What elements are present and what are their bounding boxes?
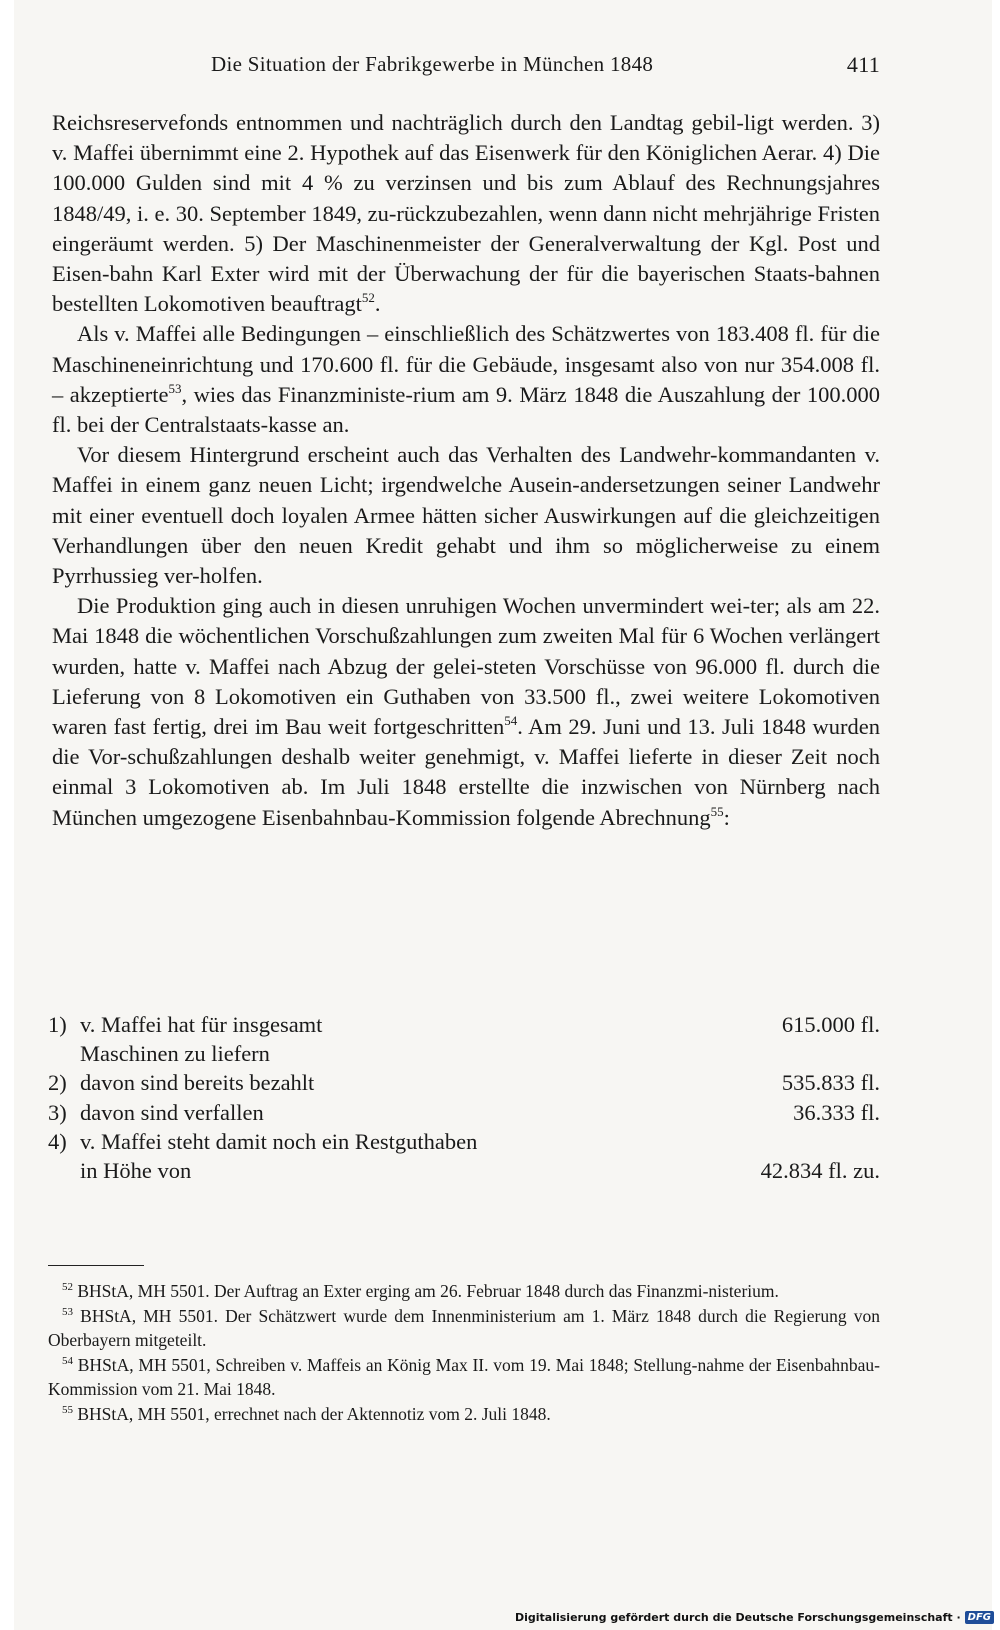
- ledger-item-amount: 36.333 fl.: [793, 1100, 880, 1125]
- ledger-item-description: v. Maffei hat für insgesamt: [80, 1012, 323, 1037]
- paragraph-text: Die Produktion ging auch in diesen unruhigen Wochen unvermindert wei-ter; als am 22. Mai 1848 die wöchentlichen Vorschußzahlungen zum zweiten Mal für 6 Wochen verlängert wurden, hatte v. Maffei nach Abzug der gelei-steten Vorschüsse von 96.000 fl. durch die Lieferung von 8 Lokomotiven ein Guthaben von 33.500 fl., zwei weitere Lokomotiven waren fast fertig, drei im Bau weit fortgeschritten: [52, 593, 880, 740]
- ledger-row: [48, 1070, 880, 1100]
- footnote-mark: 52: [62, 1281, 73, 1293]
- ledger-item-amount: 615.000 fl.: [781, 1012, 880, 1037]
- paragraph-text: Als v. Maffei alle Bedingungen – einschließlich des Schätzwertes von 183.408 fl. für die Maschineneinrichtung und 170.600 fl. für die Gebäude, insgesamt also von nur 354.008 fl. – akzeptierte: [52, 321, 880, 407]
- footnote: [48, 1279, 880, 1304]
- paragraph-text: Reichsreservefonds entnommen und nachträglich durch den Landtag gebil-ligt werden. 3) v. Maffei übernimmt eine 2. Hypothek auf das Eisenwerk für den Königlichen Aerar. 4) Die 100.000 Gulden sind mit 4 % zu verzinsen und bis zum Ablauf des Rechnungsjahres 1848/49, i. e. 30. September 1849, zu-rückzubezahlen, wenn dann nicht mehrjährige Fristen eingeräumt werden. 5) Der Maschinenmeister der Generalverwaltung der Kgl. Post und Eisen-bahn Karl Exter wird mit der Überwachung der für die bayerischen Staats-bahnen bestellten Lokomotiven beauftragt: [52, 110, 880, 317]
- paragraph: [52, 440, 880, 591]
- footnotes: [48, 1279, 880, 1427]
- body-text: [52, 108, 880, 833]
- ledger-row: [48, 1012, 880, 1042]
- page-number: 411: [846, 52, 880, 77]
- ledger-row: [48, 1129, 880, 1159]
- ledger-item-number: 2): [48, 1070, 67, 1095]
- footnote: [48, 1304, 880, 1353]
- ledger-item-number: 3): [48, 1100, 67, 1125]
- paragraph: [52, 591, 880, 833]
- ledger-row: [48, 1100, 880, 1130]
- ledger-item-number: 1): [48, 1012, 67, 1037]
- funding-notice: [515, 1609, 994, 1626]
- footnote: [48, 1353, 880, 1402]
- ledger-item-amount: 535.833 fl.: [781, 1070, 880, 1095]
- running-head: [48, 52, 880, 84]
- ledger-item-number: 4): [48, 1129, 67, 1154]
- paragraph-text: :: [723, 804, 730, 830]
- ledger-item-description: in Höhe von: [80, 1158, 192, 1183]
- footnote-ref: 53: [168, 380, 182, 396]
- ledger-item-description: davon sind verfallen: [80, 1100, 264, 1125]
- footnote-mark: 54: [62, 1354, 73, 1367]
- running-head-title: Die Situation der Fabrikgewerbe in München 1848: [211, 52, 654, 76]
- footnote-mark: 53: [62, 1305, 73, 1318]
- footnote-text: BHStA, MH 5501, errechnet nach der Aktennotiz vom 2. Juli 1848.: [73, 1403, 551, 1424]
- footnote-ref: 54: [504, 713, 518, 729]
- paragraph-text: . Am 29. Juni und 13. Juli 1848 wurden die Vor-schußzahlungen deshalb weiter genehmigt, v. Maffei lieferte in dieser Zeit noch einmal 3 Lokomotiven ab. Im Juli 1848 erstellte die inzwischen von Nürnberg nach München umgezogene Eisenbahnbau-Kommission folgende Abrechnung: [52, 714, 880, 830]
- ledger-item-amount: 42.834 fl. zu.: [760, 1158, 880, 1183]
- footnote-separator: [48, 1265, 144, 1266]
- paragraph-text: .: [374, 291, 381, 317]
- footnote-ref: 55: [710, 803, 724, 819]
- ledger-item-description: davon sind bereits bezahlt: [80, 1070, 315, 1095]
- ledger-item-description: v. Maffei steht damit noch ein Restguthaben: [80, 1129, 478, 1154]
- funding-note-text: Digitalisierung gefördert durch die Deutsche Forschungsgemeinschaft ·: [514, 1611, 961, 1624]
- ledger-row: [48, 1041, 880, 1071]
- paragraph-text: Vor diesem Hintergrund erscheint auch das Verhalten des Landwehr-kommandanten v. Maffei in einem ganz neuen Licht; irgendwelche Ausein-andersetzungen seiner Landwehr mit einer eventuell doch loyalen Armee hätten sicher Auswirkungen auf die gleichzeitigen Verhandlungen über den neuen Kredit gehabt und ihm so möglicherweise zu einem Pyrrhussieg ver-holfen.: [52, 442, 880, 589]
- footnote: [48, 1402, 880, 1427]
- paragraph-text: , wies das Finanzministe-rium am 9. März 1848 die Auszahlung der 100.000 fl. bei der Centralstaats-kasse an.: [52, 381, 881, 438]
- paragraph: [52, 319, 880, 440]
- footnote-ref: 52: [361, 290, 375, 306]
- ledger-row: [48, 1158, 880, 1188]
- ledger-item-description: Maschinen zu liefern: [80, 1041, 270, 1066]
- dfg-logo: DFG: [965, 1611, 994, 1624]
- footnote-text: BHStA, MH 5501. Der Auftrag an Exter erging am 26. Februar 1848 durch das Finanzmi-nisterium.: [73, 1281, 779, 1301]
- paragraph: [52, 108, 880, 319]
- footnote-text: BHStA, MH 5501. Der Schätzwert wurde dem Innenministerium am 1. März 1848 durch die Regierung von Oberbayern mitgeteilt.: [48, 1305, 880, 1351]
- footnote-mark: 55: [62, 1403, 73, 1416]
- footnote-text: BHStA, MH 5501, Schreiben v. Maffeis an König Max II. vom 19. Mai 1848; Stellung-nahme der Eisenbahnbau-Kommission vom 21. Mai 1848.: [48, 1354, 880, 1400]
